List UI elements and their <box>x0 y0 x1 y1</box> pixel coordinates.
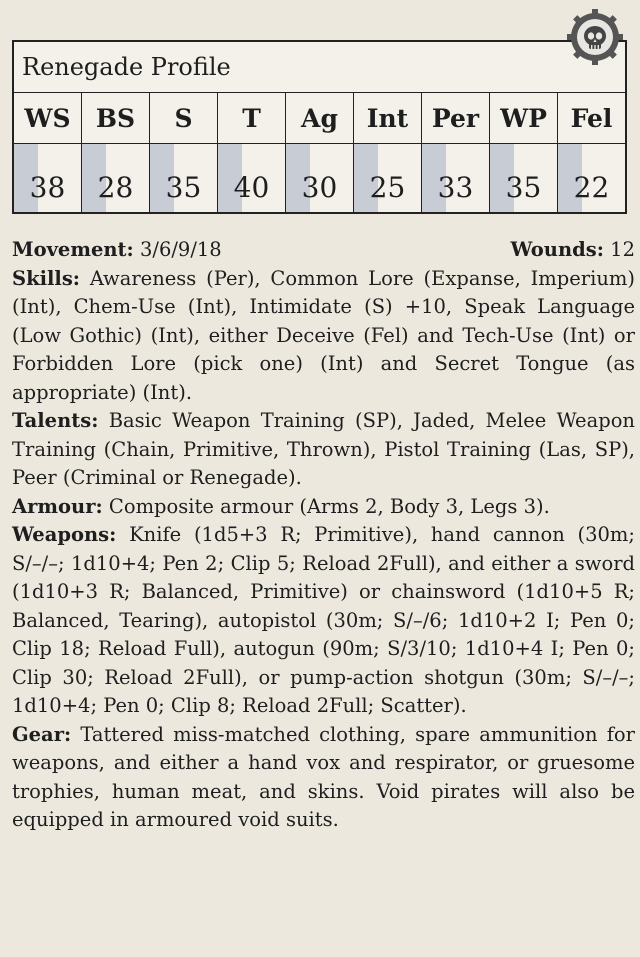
talents-text: Basic Weapon Training (SP), Jaded, Melee Weapon Training (Chain, Primitive, Thrown), Pistol Training (Las, SP), Peer (Criminal or Renegade). <box>12 409 635 489</box>
profile-title: Renegade Profile <box>14 42 625 93</box>
talents-paragraph <box>12 407 635 493</box>
characteristic-value-row <box>14 144 625 212</box>
value-ag <box>285 144 353 212</box>
value-per-text: 33 <box>437 171 474 204</box>
value-s-text: 35 <box>165 171 202 204</box>
skull-cog-icon <box>566 8 624 66</box>
gear-paragraph <box>12 721 635 835</box>
skills-label: Skills: <box>12 266 80 290</box>
value-s <box>149 144 217 212</box>
value-ag-text: 30 <box>301 171 338 204</box>
header-bs: BS <box>81 93 149 143</box>
movement-value: 3/6/9/18 <box>139 238 222 261</box>
armour-label: Armour: <box>12 494 103 518</box>
value-t-text: 40 <box>233 171 270 204</box>
talents-label: Talents: <box>12 409 99 432</box>
header-ws: WS <box>24 103 71 133</box>
weapons-text: Knife (1d5+3 R; Primitive), hand cannon (30m; S/–/–; 1d10+4; Pen 2; Clip 5; Reload 2Full), and either a sword (1d10+3 R; Balanced, Primitive) or chainsword (1d10+5 R; Balanced, Tearing), autopistol (30m; S/–/6; 1d10+2 I; Pen 0; Clip 18; Reload Full), autogun (90m; S/3/10; 1d10+4 I; Pen 0; Clip 30; Reload 2Full), or pump-action shotgun (30m; S/–/–; 1d10+4; Pen 0; Clip 8; Reload 2Full; Scatter). <box>12 523 635 717</box>
header-ag: Ag <box>285 93 353 143</box>
movement-wounds-line <box>12 236 635 265</box>
header-int: Int <box>353 93 421 143</box>
wounds-label: Wounds: <box>510 238 604 261</box>
value-bs <box>81 144 149 212</box>
skills-paragraph <box>12 265 635 408</box>
value-int-text: 25 <box>369 171 406 204</box>
header-per: Per <box>421 93 489 143</box>
header-wp: WP <box>489 93 557 143</box>
value-wp <box>489 144 557 212</box>
weapons-label: Weapons: <box>12 523 117 546</box>
wounds-entry <box>510 236 635 265</box>
value-ws <box>14 144 81 212</box>
value-ws-text: 38 <box>29 171 66 204</box>
movement-label: Movement: <box>12 238 134 261</box>
value-wp-text: 35 <box>505 171 542 204</box>
value-fel <box>557 144 625 212</box>
renegade-description <box>12 236 635 835</box>
header-t: T <box>217 93 285 143</box>
skills-text: Awareness (Per), Common Lore (Expanse, Imperium) (Int), Chem-Use (Int), Intimidate (S) +10, Speak Language (Low Gothic) (Int), either Deceive (Fel) and Tech-Use (Int) or Forbidden Lore (pick one) (Int) and Secret Tongue (as appropriate) (Int). <box>12 266 636 404</box>
value-int <box>353 144 421 212</box>
gear-label: Gear: <box>12 722 72 746</box>
header-s: S <box>149 93 217 143</box>
gear-text: Tattered miss-matched clothing, spare ammunition for weapons, and either a hand vox and respirator, or gruesome trophies, human meat, and skins. Void pirates will also be equipped in armoured void suits. <box>12 722 635 831</box>
header-fel: Fel <box>557 93 625 143</box>
value-t <box>217 144 285 212</box>
movement-entry <box>12 236 222 265</box>
characteristic-header-row <box>14 93 625 144</box>
value-per <box>421 144 489 212</box>
wounds-value: 12 <box>610 238 635 261</box>
weapons-paragraph <box>12 521 635 721</box>
armour-text: Composite armour (Arms 2, Body 3, Legs 3). <box>108 494 550 518</box>
renegade-profile-table <box>12 40 627 214</box>
armour-paragraph <box>12 493 635 522</box>
value-fel-text: 22 <box>573 171 610 204</box>
value-bs-text: 28 <box>97 171 134 204</box>
